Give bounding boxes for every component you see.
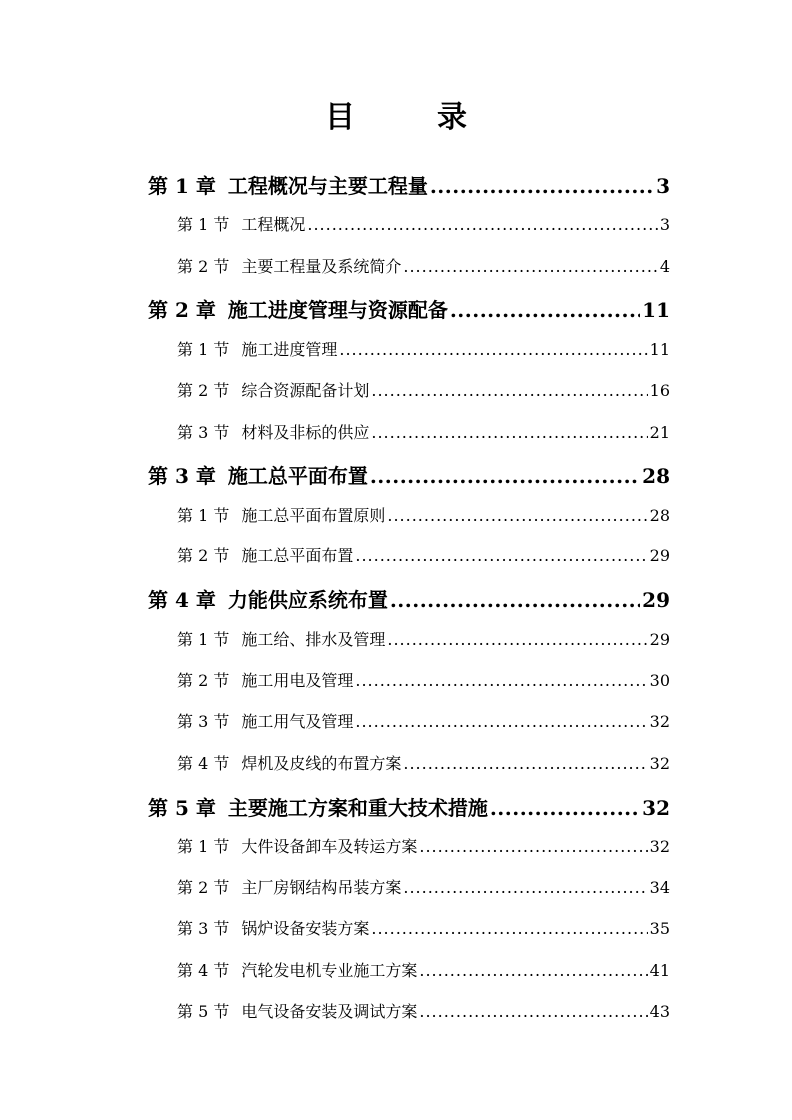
dot-leader <box>339 340 647 359</box>
toc-page-number: 29 <box>649 630 670 649</box>
toc-section-4-3[interactable] <box>177 709 670 732</box>
dot-leader <box>387 506 647 525</box>
toc-page-number: 3 <box>656 174 670 198</box>
toc-label: 施工用电及管理 <box>241 671 354 690</box>
page-title: 目 录 <box>325 100 493 135</box>
toc-section-1-1[interactable] <box>177 212 670 235</box>
toc-label: 电气设备安装及调试方案 <box>241 1002 418 1021</box>
toc-section-4-1[interactable] <box>177 627 670 650</box>
toc-chapter-4[interactable] <box>148 584 670 613</box>
toc-number: 第 1 节 <box>177 837 230 856</box>
toc-label: 力能供应系统布置 <box>227 588 388 612</box>
toc-number: 第 2 节 <box>177 257 230 276</box>
toc-label: 施工总平面布置 <box>241 546 354 565</box>
toc-section-3-1[interactable] <box>177 503 670 526</box>
dot-leader <box>355 712 647 731</box>
dot-leader <box>307 215 657 234</box>
toc-number: 第 4 章 <box>148 588 216 612</box>
toc-page-number: 16 <box>649 381 670 400</box>
toc-page-number: 32 <box>649 754 670 773</box>
toc-number: 第 1 章 <box>148 174 216 198</box>
toc-label: 汽轮发电机专业施工方案 <box>241 961 418 980</box>
dot-leader <box>403 878 647 897</box>
toc-number: 第 3 节 <box>177 423 230 442</box>
toc-chapter-5[interactable] <box>148 792 670 821</box>
toc-page-number: 28 <box>642 464 670 488</box>
toc-number: 第 5 节 <box>177 1002 230 1021</box>
toc-number: 第 2 章 <box>148 298 216 322</box>
dot-leader <box>370 464 640 488</box>
toc-number: 第 3 节 <box>177 919 230 938</box>
dot-leader <box>403 754 647 773</box>
toc-number: 第 2 节 <box>177 671 230 690</box>
toc-number: 第 1 节 <box>177 506 230 525</box>
toc-section-1-2[interactable] <box>177 254 670 277</box>
toc-label: 主厂房钢结构吊装方案 <box>241 878 402 897</box>
toc-label: 焊机及皮线的布置方案 <box>241 754 402 773</box>
dot-leader <box>419 837 647 856</box>
toc-section-5-2[interactable] <box>177 875 670 898</box>
toc-number: 第 1 节 <box>177 340 230 359</box>
dot-leader <box>387 630 647 649</box>
dot-leader <box>355 671 647 690</box>
toc-number: 第 1 节 <box>177 630 230 649</box>
toc-number: 第 4 节 <box>177 961 230 980</box>
toc-section-5-1[interactable] <box>177 834 670 857</box>
toc-section-4-4[interactable] <box>177 751 670 774</box>
toc-number: 第 2 节 <box>177 878 230 897</box>
toc-label: 施工总平面布置 <box>227 464 368 488</box>
toc-page-number: 32 <box>642 796 670 820</box>
toc-section-2-3[interactable] <box>177 420 670 443</box>
toc-section-2-1[interactable] <box>177 337 670 360</box>
toc-page-number: 34 <box>649 878 670 897</box>
toc-page-number: 28 <box>649 506 670 525</box>
toc-chapter-2[interactable] <box>148 294 670 323</box>
toc-label: 施工用气及管理 <box>241 712 354 731</box>
toc-section-4-2[interactable] <box>177 668 670 691</box>
toc-section-2-2[interactable] <box>177 378 670 401</box>
toc-label: 主要施工方案和重大技术措施 <box>227 796 488 820</box>
toc-number: 第 2 节 <box>177 546 230 565</box>
toc-label: 材料及非标的供应 <box>241 423 370 442</box>
toc-number: 第 5 章 <box>148 796 216 820</box>
dot-leader <box>419 961 647 980</box>
toc-page-number: 32 <box>649 712 670 731</box>
toc-number: 第 3 节 <box>177 712 230 731</box>
toc-section-5-5[interactable] <box>177 999 670 1022</box>
toc-page-number: 43 <box>649 1002 670 1021</box>
toc-label: 施工进度管理 <box>241 340 338 359</box>
dot-leader <box>419 1002 647 1021</box>
dot-leader <box>430 174 654 198</box>
dot-leader <box>371 381 647 400</box>
toc-page-number: 3 <box>659 215 670 234</box>
dot-leader <box>390 588 640 612</box>
toc-page-number: 35 <box>649 919 670 938</box>
toc-number: 第 3 章 <box>148 464 216 488</box>
toc-page-number: 11 <box>642 298 670 322</box>
toc-section-5-4[interactable] <box>177 958 670 981</box>
toc-number: 第 4 节 <box>177 754 230 773</box>
toc-page-number: 11 <box>649 340 670 359</box>
toc-chapter-3[interactable] <box>148 460 670 489</box>
dot-leader <box>450 298 640 322</box>
toc-label: 大件设备卸车及转运方案 <box>241 837 418 856</box>
toc-label: 工程概况 <box>241 215 306 234</box>
toc-page-number: 29 <box>642 588 670 612</box>
toc-page-number: 30 <box>649 671 670 690</box>
toc-section-5-3[interactable] <box>177 916 670 939</box>
toc-page-number: 4 <box>659 257 670 276</box>
toc-chapter-1[interactable] <box>148 170 670 199</box>
toc-page-number: 41 <box>649 961 670 980</box>
toc-number: 第 2 节 <box>177 381 230 400</box>
toc-page-number: 32 <box>649 837 670 856</box>
dot-leader <box>371 423 647 442</box>
dot-leader <box>403 257 657 276</box>
toc-label: 工程概况与主要工程量 <box>227 174 428 198</box>
dot-leader <box>371 919 647 938</box>
toc-label: 施工总平面布置原则 <box>241 506 386 525</box>
toc-section-3-2[interactable] <box>177 543 670 566</box>
toc-page-number: 21 <box>649 423 670 442</box>
toc-label: 施工给、排水及管理 <box>241 630 386 649</box>
toc-label: 施工进度管理与资源配备 <box>227 298 448 322</box>
toc-page-number: 29 <box>649 546 670 565</box>
toc-label: 锅炉设备安装方案 <box>241 919 370 938</box>
toc-label: 主要工程量及系统简介 <box>241 257 402 276</box>
dot-leader <box>355 546 647 565</box>
dot-leader <box>490 796 640 820</box>
toc-number: 第 1 节 <box>177 215 230 234</box>
toc-label: 综合资源配备计划 <box>241 381 370 400</box>
